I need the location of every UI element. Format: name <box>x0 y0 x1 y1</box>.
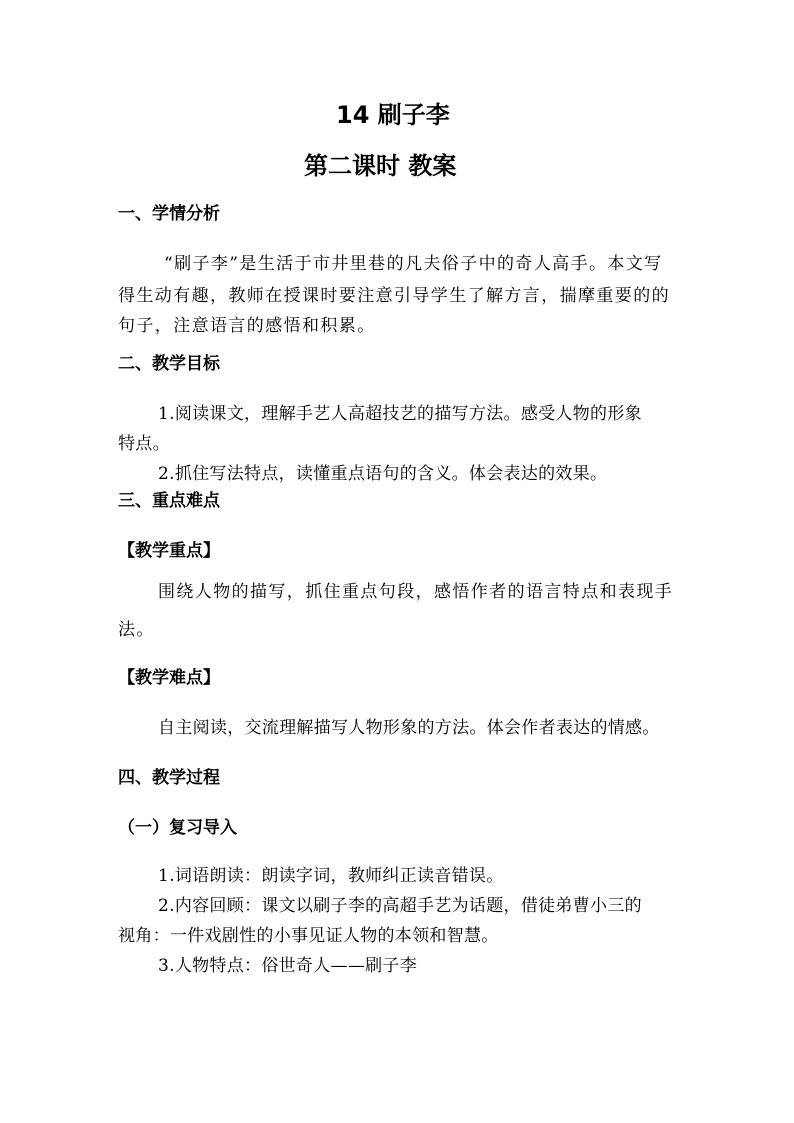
goal-line: 特点。 <box>118 434 170 454</box>
document-title: 14 刷子李 <box>336 101 450 129</box>
key-points-label: 【教学重点】 <box>118 541 220 561</box>
subsection-heading-review: （一）复习导入 <box>118 818 237 838</box>
section-heading-teaching-process: 四、教学过程 <box>118 768 220 788</box>
key-points-line: 法。 <box>118 620 155 640</box>
section-heading-teaching-goals: 二、教学目标 <box>118 354 220 374</box>
paragraph-line: 句子，注意语言的感悟和积累。 <box>118 316 376 336</box>
key-points-line: 围绕人物的描写，抓住重点句段，感悟作者的语言特点和表现手 <box>158 582 674 602</box>
difficult-points-label: 【教学难点】 <box>118 668 220 688</box>
section-heading-learning-analysis: 一、学情分析 <box>118 204 220 224</box>
paragraph-line: 得生动有趣，教师在授课时要注意引导学生了解方言，揣摩重要的的 <box>118 286 670 306</box>
document-subtitle: 第二课时 教案 <box>304 152 457 180</box>
difficult-points-line: 自主阅读，交流理解描写人物形象的方法。体会作者表达的情感。 <box>158 718 660 738</box>
section-heading-key-difficult: 三、重点难点 <box>118 491 220 511</box>
process-line: 1.词语朗读：朗读字词，教师纠正读音错误。 <box>158 866 504 886</box>
goal-line: 1.阅读课文，理解手艺人高超技艺的描写方法。感受人物的形象 <box>158 404 642 424</box>
process-line: 2.内容回顾：课文以刷子李的高超手艺为话题，借徒弟曹小三的 <box>158 896 642 916</box>
process-line: 3.人物特点：俗世奇人——刷子李 <box>158 956 418 976</box>
paragraph-line: “刷子李”是生活于市井里巷的凡夫俗子中的奇人高手。本文写 <box>164 254 663 274</box>
goal-line: 2.抓住写法特点，读懂重点语句的含义。体会表达的效果。 <box>158 464 608 484</box>
process-line: 视角：一件戏剧性的小事见证人物的本领和智慧。 <box>118 926 499 946</box>
